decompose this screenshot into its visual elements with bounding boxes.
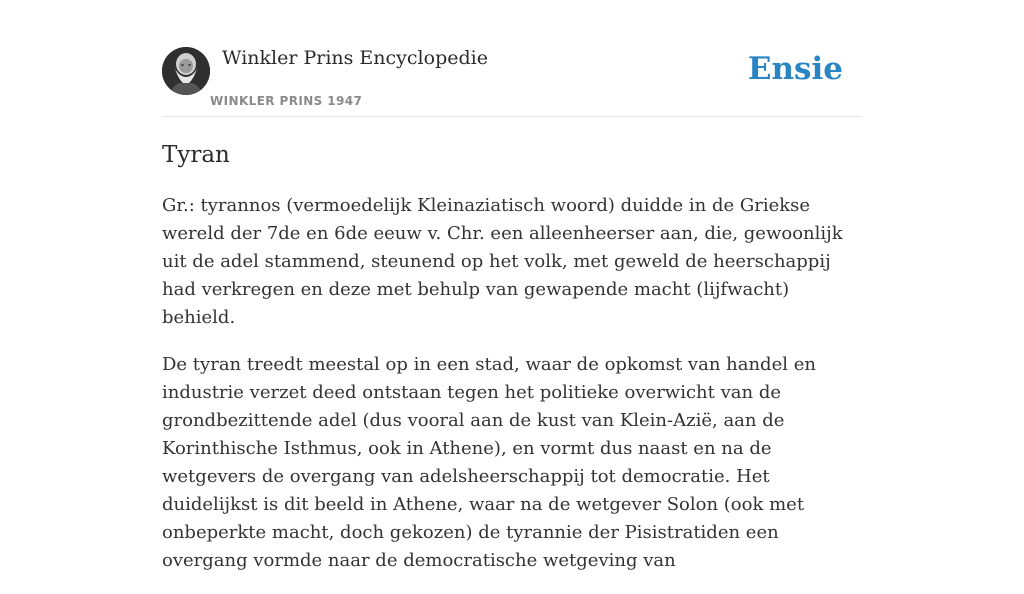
site-header (162, 0, 862, 117)
portrait-image (162, 47, 210, 95)
ensie-logo[interactable]: Ensie (747, 51, 843, 87)
article-title: Tyran (162, 142, 230, 168)
article-body (162, 192, 862, 594)
article-paragraph: De tyran treedt meestal op in een stad, waar de opkomst van handel en industrie verzet deed ontstaan tegen het politieke overwicht van de grondbezittende adel (dus vooral aan de kust van Klein-Azië, aan de Korinthische Isthmus, ook in Athene), en vormt dus naast en na de wetgevers de overgang van adelsheerschappij tot democratie. Het duidelijkst is dit beeld in Athene, waar na de wetgever Solon (ook met onbeperkte macht, doch gekozen) de tyrannie der Pisistratiden een overgang vormde naar de democratische wetgeving van (162, 354, 816, 571)
article-paragraph: Gr.: tyrannos (vermoedelijk Kleinaziatisch woord) duidde in de Griekse wereld der 7de en 6de eeuw v. Chr. een alleenheerser aan, die, gewoonlijk uit de adel stammend, steunend op het volk, met geweld de heerschappij had verkregen en deze met behulp van gewapende macht (lijfwacht) behield. (162, 195, 843, 328)
edition-label: WINKLER PRINS 1947 (210, 94, 363, 108)
bearded-man-portrait-icon[interactable] (162, 47, 210, 95)
page (162, 0, 862, 571)
site-title-link[interactable]: Winkler Prins Encyclopedie (222, 47, 488, 69)
